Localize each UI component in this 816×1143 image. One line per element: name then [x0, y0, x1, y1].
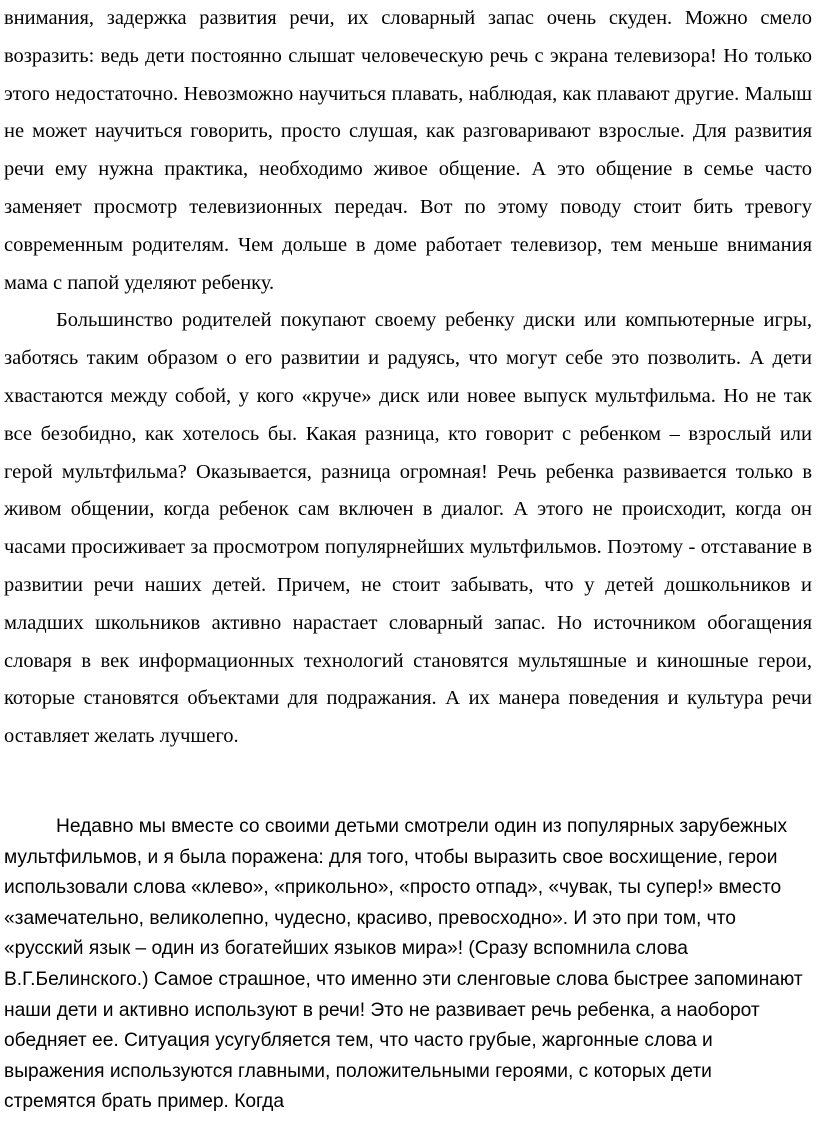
- paragraph-2: Большинство родителей покупают своему ребенку диски или компьютерные игры, заботясь таким образом о его развитии и радуясь, что могут себе это позволить. А дети хвастаются между собой, у кого «круче» диск или новее выпуск мультфильма. Но не так все безобидно, как хотелось бы. Какая разница, кто говорит с ребенком – взрослый или герой мультфильма? Оказывается, разница огромная! Речь ребенка развивается только в живом общении, когда ребенок сам включен в диалог. А этого не происходит, когда он часами просиживает за просмотром популярнейших мультфильмов. Поэтому - отставание в развитии речи наших детей. Причем, не стоит забывать, что у детей дошкольников и младших школьников активно нарастает словарный запас. Но источником обогащения словаря в век информационных технологий становятся мультяшные и киношные герои, которые становятся объектами для подражания. А их манера поведения и культура речи оставляет желать лучшего.: [4, 309, 812, 748]
- paragraph-3: Недавно мы вместе со своими детьми смотрели один из популярных зарубежных мультфильмов, и я была поражена: для того, чтобы выразить свое восхищение, герои использовали слова «клево», «прикольно», «просто отпад», «чувак, ты супер!» вместо «замечательно, великолепно, чудесно, красиво, превосходно». И это при том, что «русский язык – один из богатейших языков мира»! (Сразу вспомнила слова В.Г.Белинского.) Самое страшное, что именно эти сленговые слова быстрее запоминают наши дети и активно используют в речи! Это не развивает речь ребенка, а наоборот обедняет ее. Ситуация усугубляется тем, что часто грубые, жаргонные слова и выражения используются главными, положительными героями, с которых дети стремятся брать пример. Когда: [4, 816, 803, 1113]
- paragraph-1: внимания, задержка развития речи, их словарный запас очень скуден. Можно смело возразить: ведь дети постоянно слышат человеческую речь с экрана телевизора! Но только этого недостаточно. Невозможно научиться плавать, наблюдая, как плавают другие. Малыш не может научиться говорить, просто слушая, как разговаривают взрослые. Для развития речи ему нужна практика, необходимо живое общение. А это общение в семье часто заменяет просмотр телевизионных передач. Вот по этому поводу стоит бить тревогу современным родителям. Чем дольше в доме работает телевизор, тем меньше внимания мама с папой уделяют ребенку.: [4, 7, 812, 294]
- sans-text-block: [4, 812, 804, 1118]
- serif-text-block: [4, 0, 812, 756]
